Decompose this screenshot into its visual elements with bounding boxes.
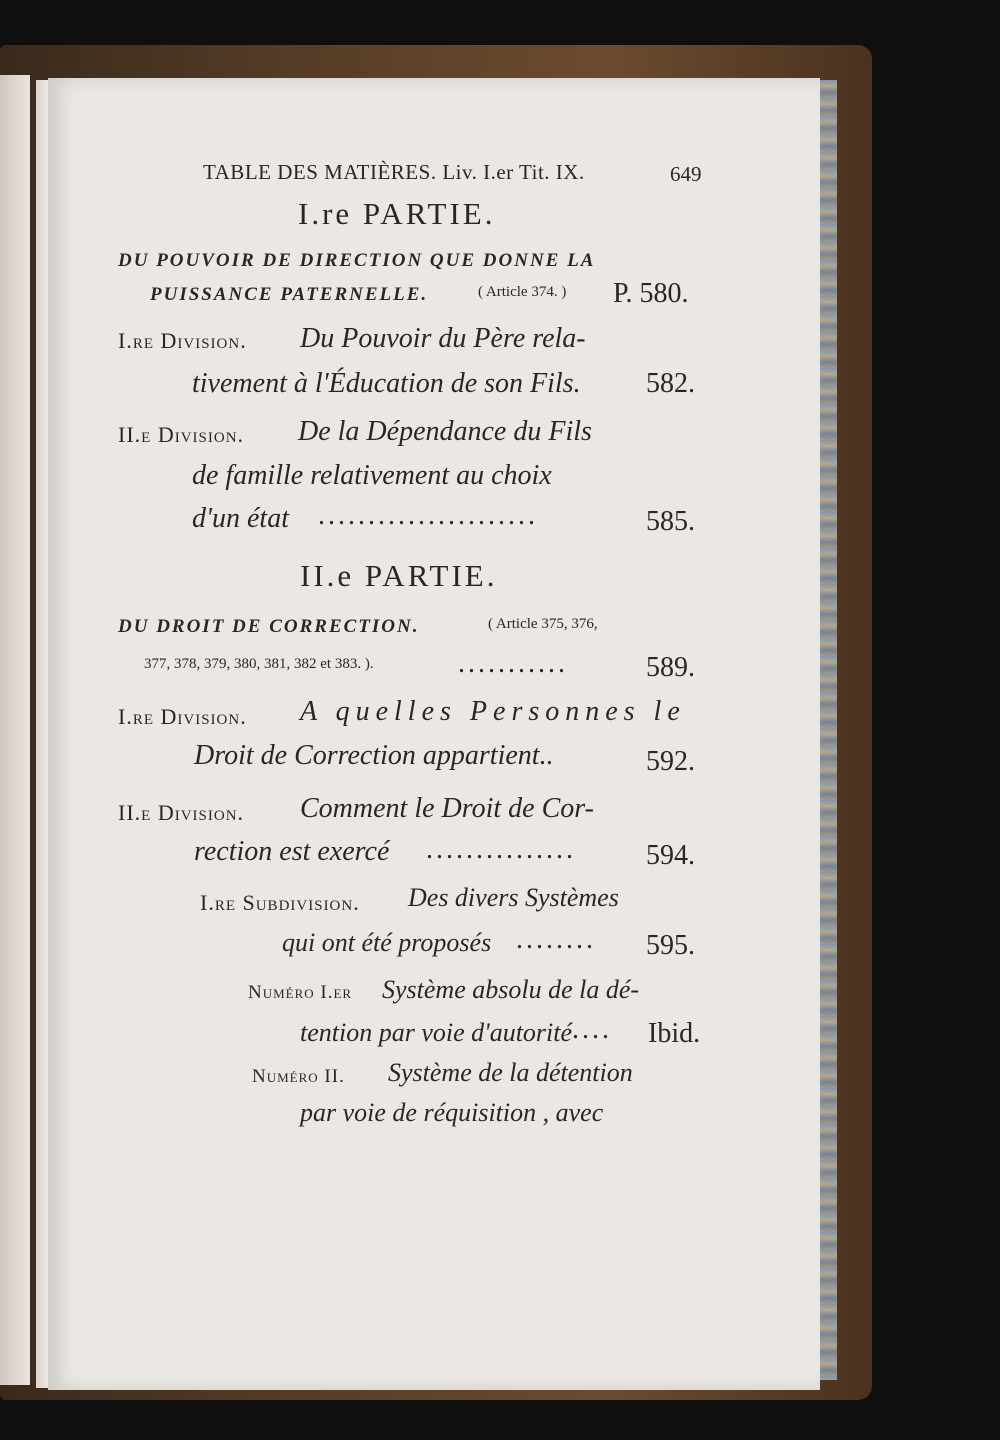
part-2-division-1-title-1: A quelles Personnes le bbox=[300, 696, 686, 727]
part-1-division-2-page: 585. bbox=[646, 506, 695, 537]
leader-dots: ............... bbox=[426, 834, 576, 865]
part-2-page-ref: 589. bbox=[646, 652, 695, 683]
part-1-division-1-page: 582. bbox=[646, 368, 695, 399]
leader-dots: ........... bbox=[458, 648, 568, 679]
part-1-division-1-title-1: Du Pouvoir du Père rela- bbox=[300, 323, 586, 354]
part-2-article-ref-1: ( Article 375, 376, bbox=[488, 616, 598, 632]
numero-2-title-1: Système de la détention bbox=[388, 1058, 633, 1087]
part-2-title: II.e PARTIE. bbox=[300, 558, 498, 593]
part-1-division-1-label: I.re Division. bbox=[118, 328, 247, 353]
part-1-division-1-title-2: tivement à l'Éducation de son Fils. bbox=[192, 368, 581, 399]
part-1-page-ref: P. 580. bbox=[613, 278, 689, 309]
part-1-division-2-label: II.e Division. bbox=[118, 422, 245, 447]
part-2-division-2-page: 594. bbox=[646, 840, 695, 871]
part-2-division-2-title-2: rection est exercé bbox=[194, 836, 390, 867]
part-2-division-1-page: 592. bbox=[646, 746, 695, 777]
part-2-article-ref-2: 377, 378, 379, 380, 381, 382 et 383. ). bbox=[144, 656, 374, 672]
subdivision-1-title-1: Des divers Systèmes bbox=[408, 883, 619, 912]
part-2-division-1-label: I.re Division. bbox=[118, 704, 247, 729]
running-title: TABLE DES MATIÈRES. Liv. I.er Tit. IX. bbox=[203, 160, 585, 184]
part-2-division-2-title-1: Comment le Droit de Cor- bbox=[300, 793, 594, 824]
part-1-heading-line-1: DU POUVOIR DE DIRECTION QUE DONNE LA bbox=[118, 250, 596, 271]
leader-dots: ...................... bbox=[318, 500, 538, 531]
leader-dots: .... bbox=[572, 1014, 612, 1045]
part-2-heading-line-1: DU DROIT DE CORRECTION. bbox=[118, 616, 420, 637]
part-1-title: I.re PARTIE. bbox=[298, 196, 496, 231]
part-1-division-2-title-1: De la Dépendance du Fils bbox=[298, 416, 592, 447]
part-1-article-ref: ( Article 374. ) bbox=[478, 284, 567, 300]
subdivision-1-page: 595. bbox=[646, 930, 695, 961]
numero-1-label: Numéro I.er bbox=[248, 982, 353, 1003]
part-2-division-1-title-2: Droit de Correction appartient.. bbox=[194, 740, 554, 771]
page-number: 649 bbox=[670, 162, 702, 186]
numero-2-label: Numéro II. bbox=[252, 1066, 345, 1087]
numero-1-title-2: tention par voie d'autorité bbox=[300, 1018, 573, 1047]
leader-dots: ........ bbox=[516, 924, 596, 955]
part-1-heading-line-2: PUISSANCE PATERNELLE. bbox=[150, 284, 429, 305]
book-page bbox=[48, 78, 820, 1390]
numero-1-title-1: Système absolu de la dé- bbox=[382, 975, 640, 1004]
numero-2-title-2: par voie de réquisition , avec bbox=[300, 1098, 604, 1127]
part-1-division-2-title-3: d'un état bbox=[192, 503, 289, 534]
part-2-division-2-label: II.e Division. bbox=[118, 800, 245, 825]
facing-page-edge bbox=[0, 75, 30, 1385]
subdivision-1-label: I.re Subdivision. bbox=[200, 890, 360, 915]
part-1-division-2-title-2: de famille relativement au choix bbox=[192, 460, 552, 491]
numero-1-page: Ibid. bbox=[648, 1018, 701, 1049]
subdivision-1-title-2: qui ont été proposés bbox=[282, 928, 492, 957]
